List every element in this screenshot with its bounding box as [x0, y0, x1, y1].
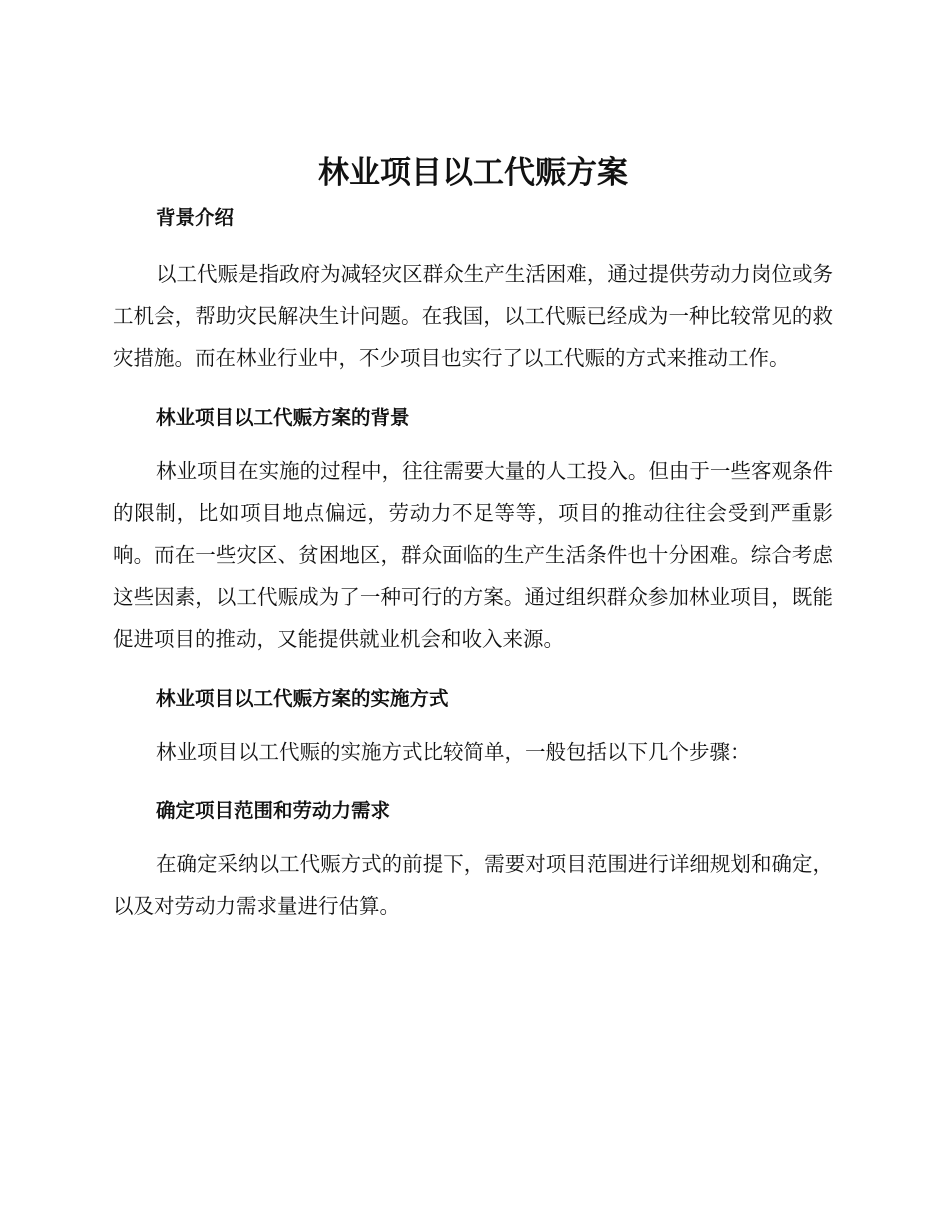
section-paragraph-scope-labor: 在确定采纳以工代赈方式的前提下，需要对项目范围进行详细规划和确定，以及对劳动力需求量进行估算。 [113, 852, 833, 918]
section-paragraph-project-background: 林业项目在实施的过程中，往往需要大量的人工投入。但由于一些客观条件的限制，比如项目地点偏远，劳动力不足等等，项目的推动往往会受到严重影响。而在一些灾区、贫困地区，群众面临的生产生活条件也十分困难。综合考虑这些因素，以工代赈成为了一种可行的方案。通过组织群众参加林业项目，既能促进项目的推动，又能提供就业机会和收入来源。 [113, 459, 833, 651]
section-heading-project-background: 林业项目以工代赈方案的背景 [156, 406, 410, 429]
section-heading-background: 背景介绍 [156, 206, 235, 229]
section-paragraph-implementation: 林业项目以工代赈的实施方式比较简单，一般包括以下几个步骤： [156, 740, 751, 764]
section-heading-scope-labor: 确定项目范围和劳动力需求 [156, 799, 391, 822]
section-heading-implementation: 林业项目以工代赈方案的实施方式 [156, 687, 449, 710]
section-paragraph-background: 以工代赈是指政府为减轻灾区群众生产生活困难，通过提供劳动力岗位或务工机会，帮助灾民解决生计问题。在我国，以工代赈已经成为一种比较常见的救灾措施。而在林业行业中，不少项目也实行了以工代赈的方式来推动工作。 [113, 262, 833, 370]
document-page [113, 150, 833, 927]
document-title: 林业项目以工代赈方案 [318, 155, 628, 191]
